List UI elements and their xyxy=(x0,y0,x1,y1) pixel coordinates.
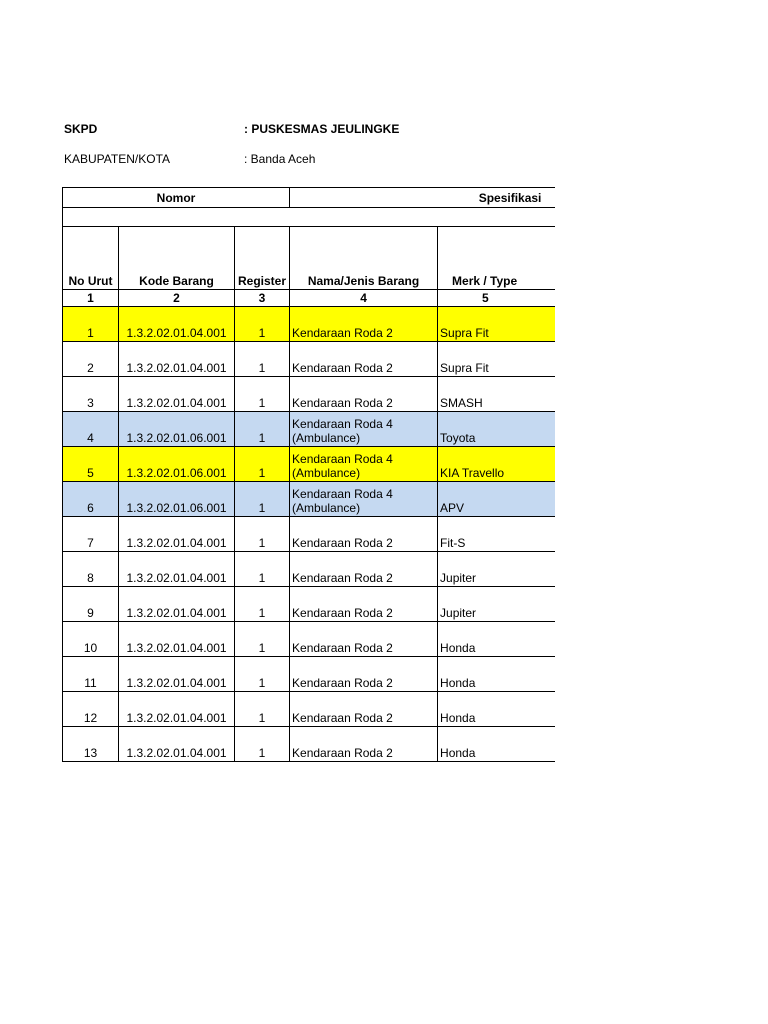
column-header-register: Register xyxy=(235,227,290,290)
cell-kode-barang: 1.3.2.02.01.06.001 xyxy=(119,412,235,447)
cell-merk-type: Jupiter xyxy=(438,587,555,622)
cell-nama-jenis: Kendaraan Roda 4 (Ambulance) xyxy=(290,447,438,482)
cell-nama-jenis: Kendaraan Roda 2 xyxy=(290,692,438,727)
cell-kode-barang: 1.3.2.02.01.04.001 xyxy=(119,552,235,587)
cell-register: 1 xyxy=(235,482,290,517)
cell-merk-type: Honda xyxy=(438,727,555,762)
kabupaten-label: KABUPATEN/KOTA xyxy=(64,152,171,166)
table-row xyxy=(63,587,556,622)
cell-nama-jenis: Kendaraan Roda 2 xyxy=(290,657,438,692)
cell-kode-barang: 1.3.2.02.01.04.001 xyxy=(119,587,235,622)
cell-nama-jenis: Kendaraan Roda 2 xyxy=(290,622,438,657)
group-header-nomor: Nomor xyxy=(63,188,290,208)
cell-register: 1 xyxy=(235,342,290,377)
table-row xyxy=(63,657,556,692)
table-row xyxy=(63,552,556,587)
cell-register: 1 xyxy=(235,307,290,342)
cell-kode-barang: 1.3.2.02.01.04.001 xyxy=(119,377,235,412)
cell-merk-type: Honda xyxy=(438,692,555,727)
header-spacer-row xyxy=(63,208,556,227)
column-header-kode-barang: Kode Barang xyxy=(119,227,235,290)
table-row xyxy=(63,517,556,552)
cell-kode-barang: 1.3.2.02.01.04.001 xyxy=(119,727,235,762)
cell-nama-jenis: Kendaraan Roda 2 xyxy=(290,307,438,342)
cell-merk-type: Honda xyxy=(438,622,555,657)
cell-nama-jenis: Kendaraan Roda 2 xyxy=(290,377,438,412)
column-number-3: 3 xyxy=(235,290,290,307)
cell-merk-type: SMASH xyxy=(438,377,555,412)
table-row xyxy=(63,342,556,377)
column-header-nama-jenis: Nama/Jenis Barang xyxy=(290,227,438,290)
cell-no-urut: 4 xyxy=(63,412,119,447)
cell-register: 1 xyxy=(235,412,290,447)
table-row xyxy=(63,622,556,657)
table-row xyxy=(63,482,556,517)
inventory-sheet xyxy=(62,187,555,765)
cell-merk-type: Jupiter xyxy=(438,552,555,587)
cell-merk-type: Honda xyxy=(438,657,555,692)
cell-no-urut: 8 xyxy=(63,552,119,587)
cell-register: 1 xyxy=(235,447,290,482)
cell-kode-barang: 1.3.2.02.01.04.001 xyxy=(119,692,235,727)
cell-nama-jenis: Kendaraan Roda 2 xyxy=(290,727,438,762)
column-header-no-urut: No Urut xyxy=(63,227,119,290)
column-header-merk-type: Merk / Type xyxy=(438,227,555,290)
cell-kode-barang: 1.3.2.02.01.06.001 xyxy=(119,482,235,517)
cell-nama-jenis: Kendaraan Roda 4 (Ambulance) xyxy=(290,412,438,447)
cell-register: 1 xyxy=(235,657,290,692)
cell-register: 1 xyxy=(235,727,290,762)
cell-merk-type: APV xyxy=(438,482,555,517)
table-row xyxy=(63,377,556,412)
cell-no-urut: 9 xyxy=(63,587,119,622)
cell-merk-type: Toyota xyxy=(438,412,555,447)
cell-merk-type: KIA Travello xyxy=(438,447,555,482)
cell-register: 1 xyxy=(235,587,290,622)
column-number-2: 2 xyxy=(119,290,235,307)
cell-register: 1 xyxy=(235,692,290,727)
cell-register: 1 xyxy=(235,552,290,587)
cell-merk-type: Supra Fit xyxy=(438,342,555,377)
column-number-5: 5 xyxy=(438,290,555,307)
cell-nama-jenis: Kendaraan Roda 2 xyxy=(290,552,438,587)
cell-merk-type: Supra Fit xyxy=(438,307,555,342)
inventory-table xyxy=(62,187,555,762)
cell-no-urut: 12 xyxy=(63,692,119,727)
column-number-1: 1 xyxy=(63,290,119,307)
cell-no-urut: 1 xyxy=(63,307,119,342)
kabupaten-value: : Banda Aceh xyxy=(244,152,316,166)
cell-register: 1 xyxy=(235,377,290,412)
cell-no-urut: 3 xyxy=(63,377,119,412)
cell-merk-type: Fit-S xyxy=(438,517,555,552)
cell-nama-jenis: Kendaraan Roda 2 xyxy=(290,517,438,552)
table-row xyxy=(63,727,556,762)
cell-no-urut: 7 xyxy=(63,517,119,552)
cell-nama-jenis: Kendaraan Roda 2 xyxy=(290,587,438,622)
cell-nama-jenis: Kendaraan Roda 4 (Ambulance) xyxy=(290,482,438,517)
cell-kode-barang: 1.3.2.02.01.04.001 xyxy=(119,657,235,692)
table-row xyxy=(63,412,556,447)
cell-register: 1 xyxy=(235,622,290,657)
table-row xyxy=(63,307,556,342)
cell-no-urut: 13 xyxy=(63,727,119,762)
cell-kode-barang: 1.3.2.02.01.04.001 xyxy=(119,622,235,657)
cell-no-urut: 6 xyxy=(63,482,119,517)
cell-no-urut: 5 xyxy=(63,447,119,482)
cell-no-urut: 10 xyxy=(63,622,119,657)
cell-no-urut: 2 xyxy=(63,342,119,377)
cell-kode-barang: 1.3.2.02.01.04.001 xyxy=(119,517,235,552)
cell-no-urut: 11 xyxy=(63,657,119,692)
cell-nama-jenis: Kendaraan Roda 2 xyxy=(290,342,438,377)
skpd-label: SKPD xyxy=(64,122,98,136)
skpd-value: : PUSKESMAS JEULINGKE xyxy=(244,122,400,136)
cell-kode-barang: 1.3.2.02.01.06.001 xyxy=(119,447,235,482)
cell-kode-barang: 1.3.2.02.01.04.001 xyxy=(119,342,235,377)
cell-register: 1 xyxy=(235,517,290,552)
cell-kode-barang: 1.3.2.02.01.04.001 xyxy=(119,307,235,342)
table-row xyxy=(63,692,556,727)
group-header-spesifikasi: Spesifikasi xyxy=(290,188,555,208)
table-row xyxy=(63,447,556,482)
column-number-4: 4 xyxy=(290,290,438,307)
